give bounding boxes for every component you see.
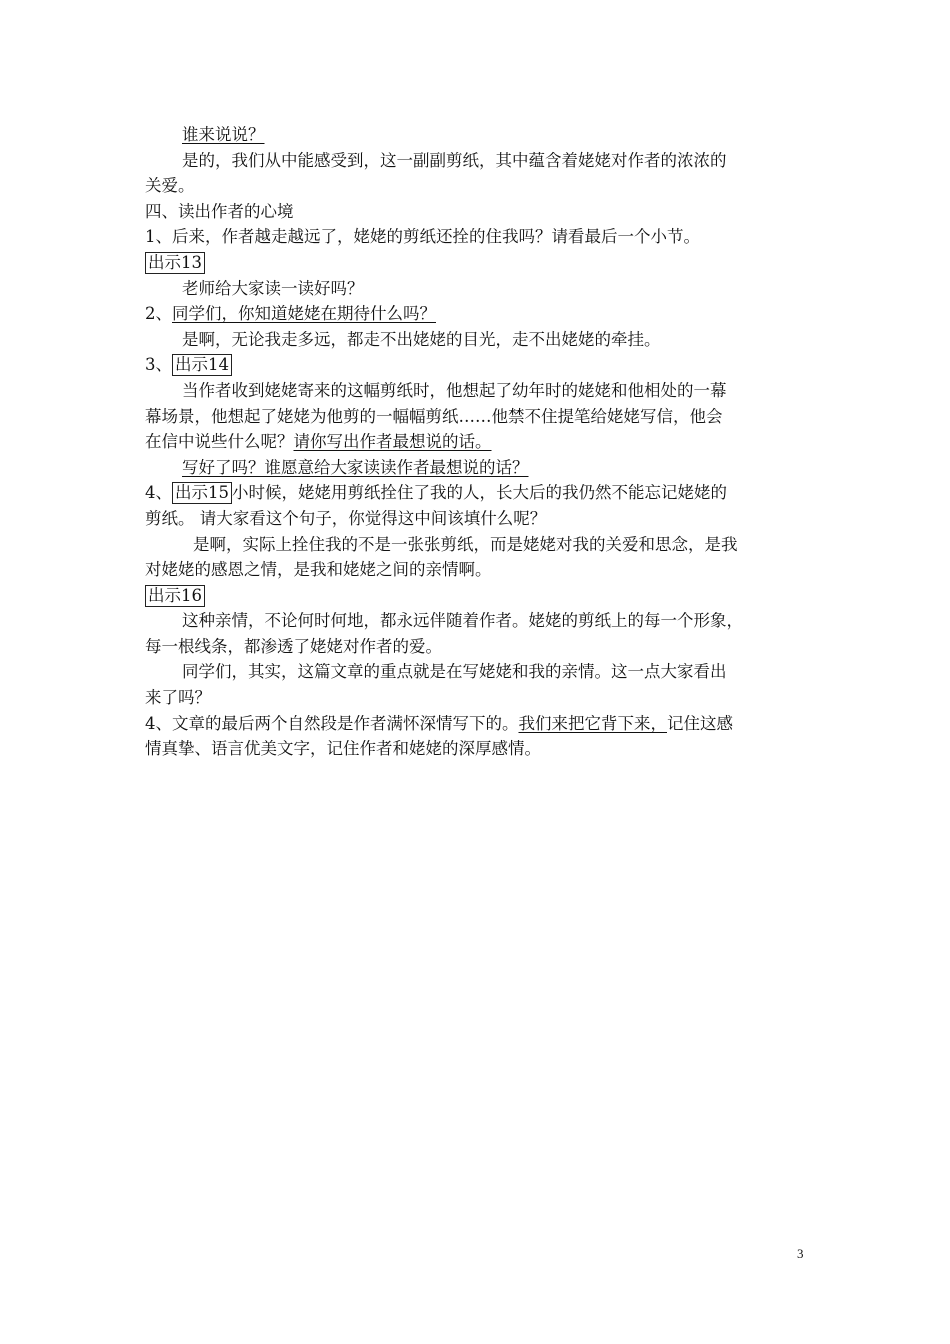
text-line: 关爱。: [145, 176, 195, 196]
text-line: 剪纸。 请大家看这个句子，你觉得这中间该填什么呢？: [145, 508, 547, 528]
text-line: 在信中说些什么呢？请你写出作者最想说的话。: [145, 432, 492, 452]
text-line: 当作者收到姥姥寄来的这幅剪纸时，他想起了幼年时的姥姥和他相处的一幕: [182, 380, 727, 400]
text-line: 写好了吗？谁愿意给大家读读作者最想说的话？: [182, 457, 529, 477]
document-body: [145, 122, 810, 762]
text-line: 是的，我们从中能感受到，这一副副剪纸，其中蕴含着姥姥对作者的浓浓的: [182, 150, 727, 170]
text-line: 4、文章的最后两个自然段是作者满怀深情写下的。我们来把它背下来，记住这感: [145, 713, 733, 733]
text-line: 谁来说说？: [182, 125, 265, 144]
text-line: 是啊，无论我走多远，都走不出姥姥的目光，走不出姥姥的牵挂。: [182, 329, 661, 349]
slide-marker-box: 出示15: [172, 482, 232, 504]
section-heading: 四、读出作者的心境: [145, 201, 294, 221]
slide-marker-box: 出示13: [145, 252, 205, 274]
text-line: 幕场景，他想起了姥姥为他剪的一幅幅剪纸……他禁不住提笔给姥姥写信，他会: [145, 406, 723, 426]
slide-marker-line: 3、 出示14: [145, 352, 810, 378]
text-line: 这种亲情，不论何时何地，都永远伴随着作者。姥姥的剪纸上的每一个形象，: [182, 611, 743, 631]
text-line: 对姥姥的感恩之情，是我和姥姥之间的亲情啊。: [145, 560, 492, 580]
slide-marker-line: [145, 583, 810, 609]
slide-marker-line: [145, 250, 810, 276]
text-line: 2、同学们，你知道姥姥在期待什么吗？: [145, 304, 436, 324]
text-line: 是啊，实际上拴住我的不是一张张剪纸，而是姥姥对我的关爱和思念，是我: [193, 534, 738, 554]
text-line: 来了吗？: [145, 688, 211, 708]
page-number: 3: [797, 1246, 804, 1261]
text-line: 同学们，其实，这篇文章的重点就是在写姥姥和我的亲情。这一点大家看出: [182, 662, 727, 682]
slide-marker-box: 出示14: [172, 354, 232, 376]
text-line: 情真挚、语言优美文字，记住作者和姥姥的深厚感情。: [145, 739, 541, 759]
text-line: 老师给大家读一读好吗？: [182, 278, 364, 298]
text-line: 每一根线条，都渗透了姥姥对作者的爱。: [145, 636, 442, 656]
slide-marker-box: 出示16: [145, 585, 205, 607]
text-line: 1、后来，作者越走越远了，姥姥的剪纸还拴的住我吗？请看最后一个小节。: [145, 227, 700, 247]
slide-marker-line: 4、 出示15 小时候，姥姥用剪纸拴住了我的人，长大后的我仍然不能忘记姥姥的: [145, 483, 727, 503]
